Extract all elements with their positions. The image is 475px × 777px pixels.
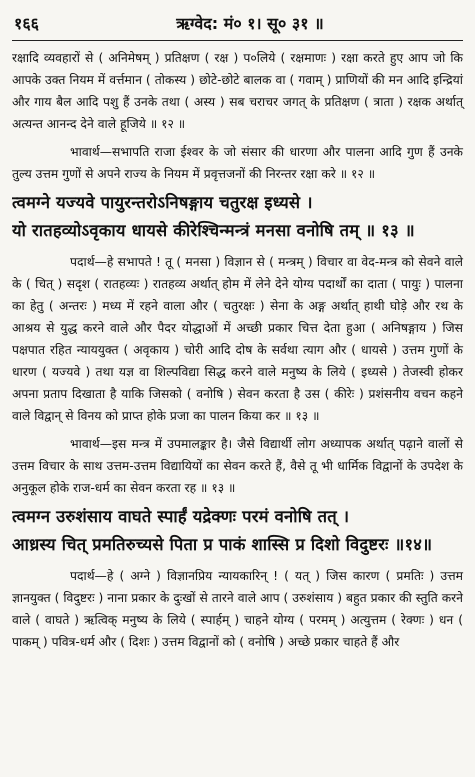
page-header: [12, 10, 463, 41]
page-number: १६६: [14, 14, 39, 33]
bhavartha-paragraph: भावार्थ—इस मन्त्र में उपमालङ्कार है। जैसे विद्यार्थी लोग अध्यापक अर्थात् पढ़ाने वालों से उत्तम विचार के साथ उत्तम-उत्तम विद्यायियों का सेवन करते हैं, वैसे तू भी धार्मिक विद्वानों के उपदेश के अनुकूल होके राज-धर्म का सेवन करता रह ॥ १३ ॥: [12, 437, 463, 495]
padartha-paragraph: पदार्थ—हे ( अग्ने ) विज्ञानप्रिय न्यायकारिन् ! ( यत् ) जिस कारण ( प्रमतिः ) उत्तम ज्ञानयुक्त ( विदुष्टरः ) नाना प्रकार के दुःखों से तारने वाले आप ( उरुशंसाय ) बहुत प्रकार की स्तुति करने वाले ( वाघते ) ऋत्विक् मनुष्य के लिये ( स्पार्हम् ) चाहने योग्य ( परमम् ) अत्युत्तम ( रेक्णः ) धन ( पाकम् ) पवित्र-धर्म और ( दिशः ) उत्तम विद्वानों को ( वनोषि ) अच्छे प्रकार चाहते हैं और: [12, 569, 463, 649]
mantra-line: आध्रस्य चित् प्रमतिरुच्यसे पिता प्र पाकं शास्सि प्र दिशो विदुष्टरः ॥१४॥: [12, 535, 433, 554]
mantra-line: त्वमग्ने यज्यवे पायुरन्तरोऽनिषङ्गाय चतुरक्ष इध्यसे ।: [12, 193, 313, 212]
bhavartha-paragraph: भावार्थ—सभापति राजा ईश्वर के जो संसार की धारणा और पालना आदि गुण हैं उनके तुल्य उत्तम गुणों से अपने राज्य के नियम में प्रवृत्तजनों की निरन्तर रक्षा करे ॥ १२ ॥: [12, 145, 463, 181]
mantra-line: त्वमग्न उरुशंसाय वाघते स्पार्हं यद्रेक्णः परमं वनोषि तत् ।: [12, 507, 350, 526]
mantra-line: यो रातहव्योऽवृकाय धायसे कीरेश्चिन्मन्त्रं मनसा वनोषि तम् ॥ १३ ॥: [12, 221, 415, 240]
text-paragraph: रक्षादि व्यवहारों से ( अनिमेषम् ) प्रतिक्षण ( रक्ष ) प०लिये ( रक्षमाणः ) रक्षा करते हुए आप जो कि आपके उक्त नियम में वर्त्तमान ( तोकस्य ) छोटे-छोटे बालक वा ( गवाम् ) प्राणियों की मन आदि इन्द्रियां और गाय बैल आदि पशु हैं उनके तथा ( अस्य ) सब चराचर जगत् के प्रतिक्षण ( त्राता ) रक्षक अर्थात् अत्यन्त आनन्द देने वाले हूजिये ॥ १२ ॥: [12, 51, 463, 131]
padartha-paragraph: पदार्थ—हे सभापते ! तू ( मनसा ) विज्ञान से ( मन्त्रम् ) विचार वा वेद-मन्त्र को सेवने वाले के ( चित् ) सदृश ( रातहव्यः ) रातहव्य अर्थात् होम में लेने देने योग्य पदार्थों का दाता ( पायुः ) पालना का हेतु ( अन्तरः ) मध्य में रहने वाला और ( चतुरक्षः ) सेना के अङ्ग अर्थात् हाथी घोड़े और रथ के आश्रय से युद्ध करने वाले और पैदर योद्धाओं में अच्छी प्रकार चित्त देता हुआ ( अनिषङ्गाय ) जिस पक्षपात रहित न्याययुक्त ( अवृकाय ) चोरी आदि दोष के सर्वथा त्याग और ( धायसे ) उत्तम गुणों के धारण ( यज्यवे ) तथा यज्ञ वा शिल्पविद्या सिद्ध करने वाले मनुष्य के लिये ( इध्यसे ) तेजस्वी होकर अपना प्रताप दिखाता है याकि जिसको ( वनोषि ) सेवन करता है उस ( कीरेः ) प्रशंसनीय वचन कहने वाले विद्वान् से विनय को प्राप्त होके प्रजा का पालन किया कर ॥ १३ ॥: [12, 255, 463, 423]
running-title: ऋग्वेद: मं० १। सू० ३१ ॥: [176, 14, 324, 33]
